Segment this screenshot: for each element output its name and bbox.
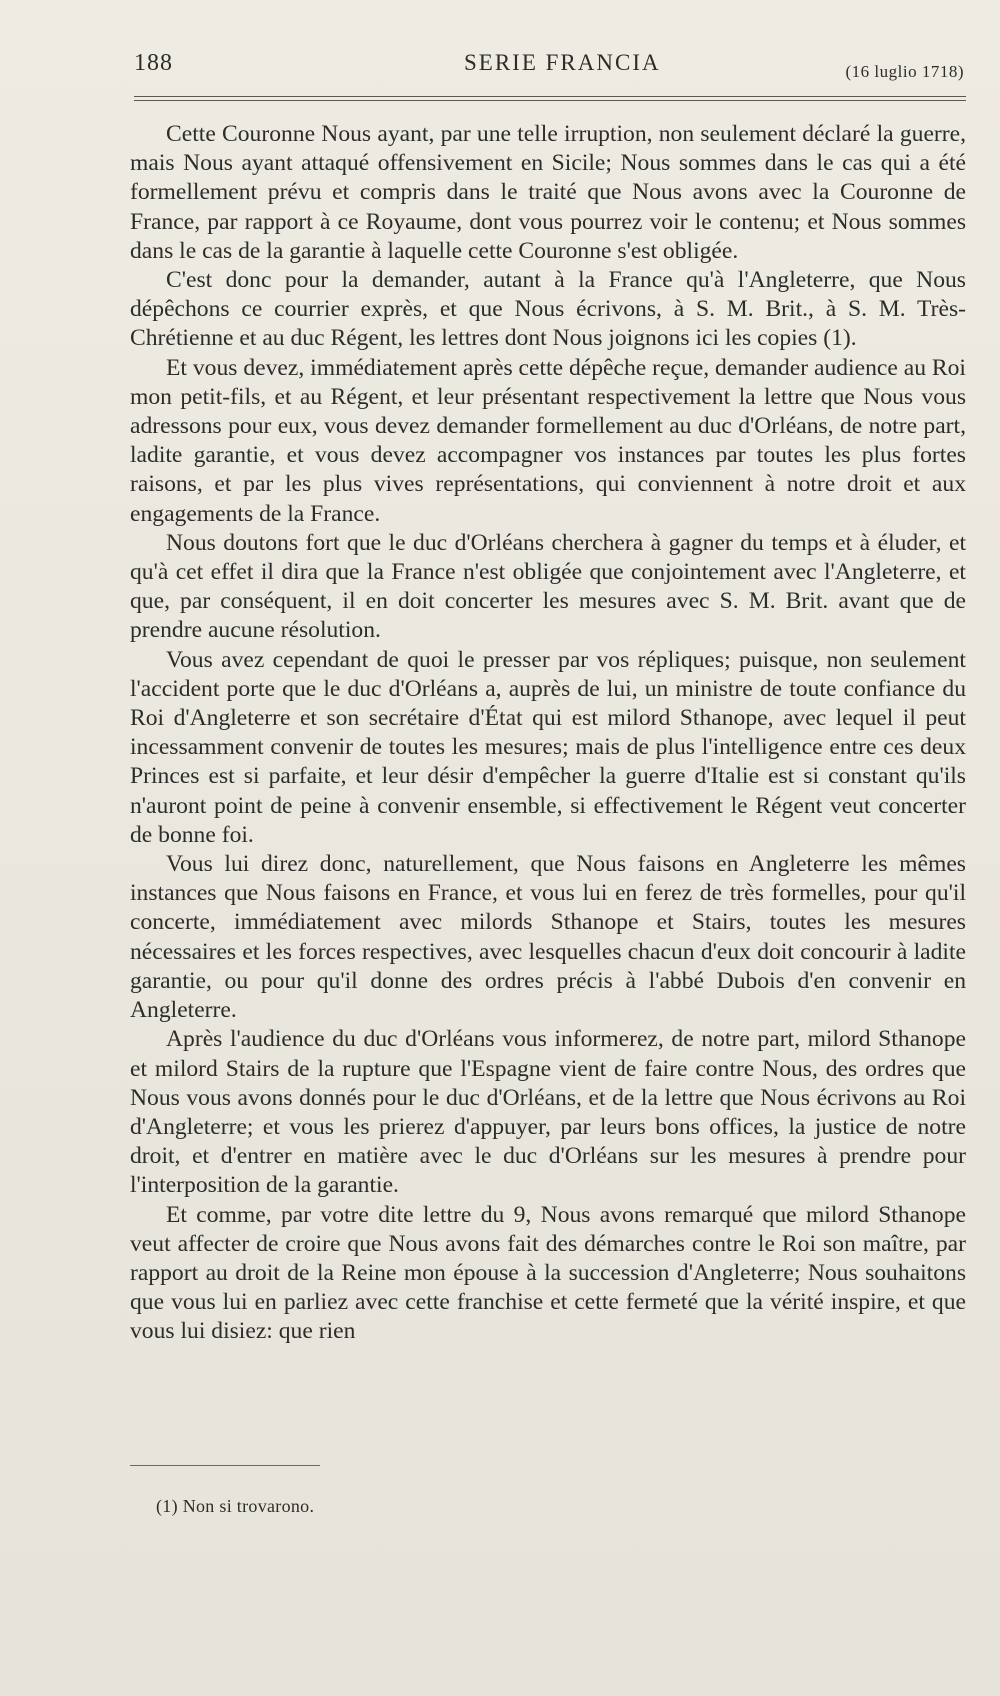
header-rule-top — [134, 96, 966, 97]
paragraph: Et vous devez, immédiatement après cette dépêche reçue, demander audience au Roi mon petit-fils, et au Régent, et leur présentant respectivement la lettre que Nous vous adressons pour eux, vous devez demander formellement au duc d'Orléans, de notre part, ladite garantie, et vous devez accompagner vos instances par toutes les plus fortes raisons, et par les plus vives représentations, qui conviennent à notre droit et aux engagements de la France. — [130, 354, 966, 527]
paragraph: Et comme, par votre dite lettre du 9, Nous avons remarqué que milord Sthanope veut affecter de croire que Nous avons fait des démarches contre le Roi son maître, par rapport au droit de la Reine mon épouse à la succession d'Angleterre; Nous souhaitons que vous lui en parliez avec cette franchise et cette fermeté que la vérité inspire, et que vous lui disiez: que rien — [130, 1201, 966, 1345]
paragraph: Vous lui direz donc, naturellement, que Nous faisons en Angleterre les mêmes instances que Nous faisons en France, et vous lui en ferez de très formelles, pour qu'il concerte, immédiatement avec milords Sthanope et Stairs, toutes les mesures nécessaires et les forces respectives, avec lesquelles chacun d'eux doit concourir à ladite garantie, ou pour qu'il donne des ordres précis à l'abbé Dubois d'en convenir en Angleterre. — [130, 851, 966, 1024]
footnote: (1) Non si trovarono. — [156, 1496, 315, 1516]
paragraph: Après l'audience du duc d'Orléans vous informerez, de notre part, milord Sthanope et milord Stairs de la rupture que l'Espagne vient de faire contre Nous, des ordres que Nous vous avons donnés pour le duc d'Orléans, et de la lettre que Nous écrivons au Roi d'Angleterre; et vous les prierez d'appuyer, par leurs bons offices, la justice de notre droit, et d'entrer en matière avec le duc d'Orléans sur les mesures à prendre pour l'interposition de la garantie. — [130, 1026, 966, 1199]
header-rule-bottom — [134, 100, 966, 101]
body-text — [130, 120, 966, 1347]
page-header — [134, 50, 966, 90]
paragraph: Cette Couronne Nous ayant, par une telle irruption, non seulement déclaré la guerre, mais Nous ayant attaqué offensivement en Sicile; Nous sommes dans le cas qui a été formellement prévu et compris dans le traité que Nous avons avec la Couronne de France, par rapport à ce Royaume, dont vous pourrez voir le contenu; et Nous sommes dans le cas de la garantie à laquelle cette Couronne s'est obligée. — [130, 121, 966, 264]
footnote-rule — [130, 1465, 320, 1466]
page-number: 188 — [134, 50, 173, 76]
running-title: SERIE FRANCIA — [464, 50, 661, 75]
header-date: (16 luglio 1718) — [845, 62, 964, 81]
paragraph: C'est donc pour la demander, autant à la France qu'à l'Angleterre, que Nous dépêchons ce courrier exprès, et que Nous écrivons, à S. M. Brit., à S. M. Très-Chrétienne et au duc Régent, les lettres dont Nous joignons ici les copies (1). — [130, 267, 966, 352]
paragraph: Nous doutons fort que le duc d'Orléans cherchera à gagner du temps et à éluder, et qu'à cet effet il dira que la France n'est obligée que conjointement avec l'Angleterre, et que, par conséquent, il en doit concerter les mesures avec S. M. Brit. avant que de prendre aucune résolution. — [130, 529, 966, 644]
paragraph: Vous avez cependant de quoi le presser par vos répliques; puisque, non seulement l'accident porte que le duc d'Orléans a, auprès de lui, un ministre de toute confiance du Roi d'Angleterre et son secrétaire d'État qui est milord Sthanope, avec lequel il peut incessamment convenir de toutes les mesures; mais de plus l'intelligence entre ces deux Princes est si parfaite, et leur désir d'empêcher la guerre d'Italie est si constant qu'ils n'auront point de peine à convenir ensemble, si effectivement le Régent veut concerter de bonne foi. — [130, 646, 966, 848]
